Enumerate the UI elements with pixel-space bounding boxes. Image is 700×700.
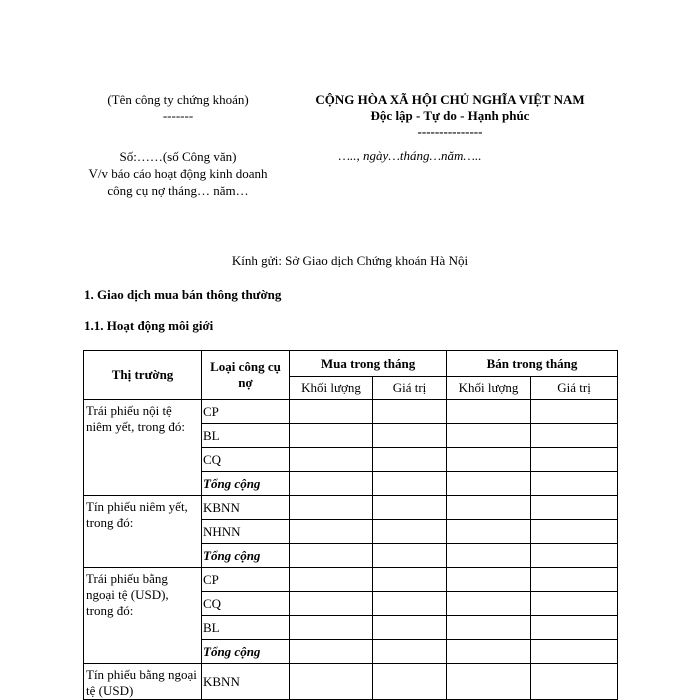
date-line: ….., ngày…tháng…năm….. [338,148,482,163]
buy-value-cell [373,472,447,496]
sell-value-cell [531,544,618,568]
sell-volume-cell [447,496,531,520]
buy-volume-cell [290,544,373,568]
motto: Độc lập - Tự do - Hạnh phúc [370,108,530,123]
market-group-label: Trái phiếu nội tệ niêm yết, trong đó: [84,400,202,496]
sell-value-cell [531,496,618,520]
sell-volume-cell [447,424,531,448]
table-row [84,496,618,520]
sell-volume-cell [447,640,531,664]
sell-volume-cell [447,400,531,424]
buy-value-cell [373,640,447,664]
sell-value-cell [531,472,618,496]
left-separator: ------- [162,108,194,123]
total-label: Tổng cộng [202,472,290,496]
country-name: CỘNG HÒA XÃ HỘI CHỦ NGHĨA VIỆT NAM [315,92,585,107]
brokerage-report-table [83,350,618,700]
buy-volume-cell [290,616,373,640]
buy-volume-cell [290,520,373,544]
total-label: Tổng cộng [202,640,290,664]
sell-value-cell [531,520,618,544]
buy-volume-cell [290,568,373,592]
buy-volume-cell [290,472,373,496]
table-row [84,400,618,424]
market-group-label: Tín phiếu bằng ngoại tệ (USD) [84,664,202,700]
buy-value-cell [373,664,447,700]
buy-value-cell [373,448,447,472]
buy-value-cell [373,616,447,640]
header-buy-volume: Khối lượng [290,377,373,400]
header-instrument: Loại công cụ nợ [202,351,290,400]
buy-volume-cell [290,448,373,472]
buy-volume-cell [290,424,373,448]
sell-volume-cell [447,664,531,700]
market-group-label: Tín phiếu niêm yết, trong đó: [84,496,202,568]
sell-volume-cell [447,616,531,640]
company-placeholder: (Tên công ty chứng khoán) [107,92,249,107]
sell-volume-cell [447,568,531,592]
buy-volume-cell [290,592,373,616]
right-header [280,92,620,140]
document-subject: V/v báo cáo hoạt động kinh doanh công cụ nợ tháng… năm… [88,166,268,198]
sell-volume-cell [447,520,531,544]
report-body [84,400,618,700]
header-sell-volume: Khối lượng [447,377,531,400]
buy-volume-cell [290,664,373,700]
buy-value-cell [373,544,447,568]
sell-value-cell [531,448,618,472]
table-row [84,568,618,592]
document-number: Số:……(số Công văn) [119,149,237,164]
instrument-type: CP [202,568,290,592]
buy-volume-cell [290,640,373,664]
instrument-type: KBNN [202,496,290,520]
buy-value-cell [373,592,447,616]
left-header [88,92,268,124]
instrument-type: CP [202,400,290,424]
section-heading-1: 1. Giao dịch mua bán thông thường [84,287,282,302]
reference-block [88,148,268,199]
buy-value-cell [373,424,447,448]
header-buy-value: Giá trị [373,377,447,400]
sell-value-cell [531,640,618,664]
header-buy: Mua trong tháng [290,351,447,377]
recipient-line: Kính gửi: Sở Giao dịch Chứng khoán Hà Nội [231,253,469,268]
header-sell-value: Giá trị [531,377,618,400]
header-sell: Bán trong tháng [447,351,618,377]
right-separator: --------------- [417,124,483,139]
sell-volume-cell [447,544,531,568]
instrument-type: KBNN [202,664,290,700]
sell-value-cell [531,424,618,448]
header-market: Thị trường [84,351,202,400]
table-row [84,664,618,700]
sell-volume-cell [447,592,531,616]
instrument-type: BL [202,424,290,448]
sell-volume-cell [447,472,531,496]
buy-value-cell [373,568,447,592]
buy-value-cell [373,520,447,544]
sell-value-cell [531,616,618,640]
sell-value-cell [531,592,618,616]
section-heading-1-1: 1.1. Hoạt động môi giới [84,318,214,333]
buy-volume-cell [290,496,373,520]
instrument-type: BL [202,616,290,640]
market-group-label: Trái phiếu bằng ngoại tệ (USD), trong đó: [84,568,202,664]
sell-value-cell [531,400,618,424]
buy-value-cell [373,400,447,424]
sell-value-cell [531,568,618,592]
total-label: Tổng cộng [202,544,290,568]
instrument-type: NHNN [202,520,290,544]
instrument-type: CQ [202,448,290,472]
sell-value-cell [531,664,618,700]
buy-value-cell [373,496,447,520]
instrument-type: CQ [202,592,290,616]
sell-volume-cell [447,448,531,472]
buy-volume-cell [290,400,373,424]
